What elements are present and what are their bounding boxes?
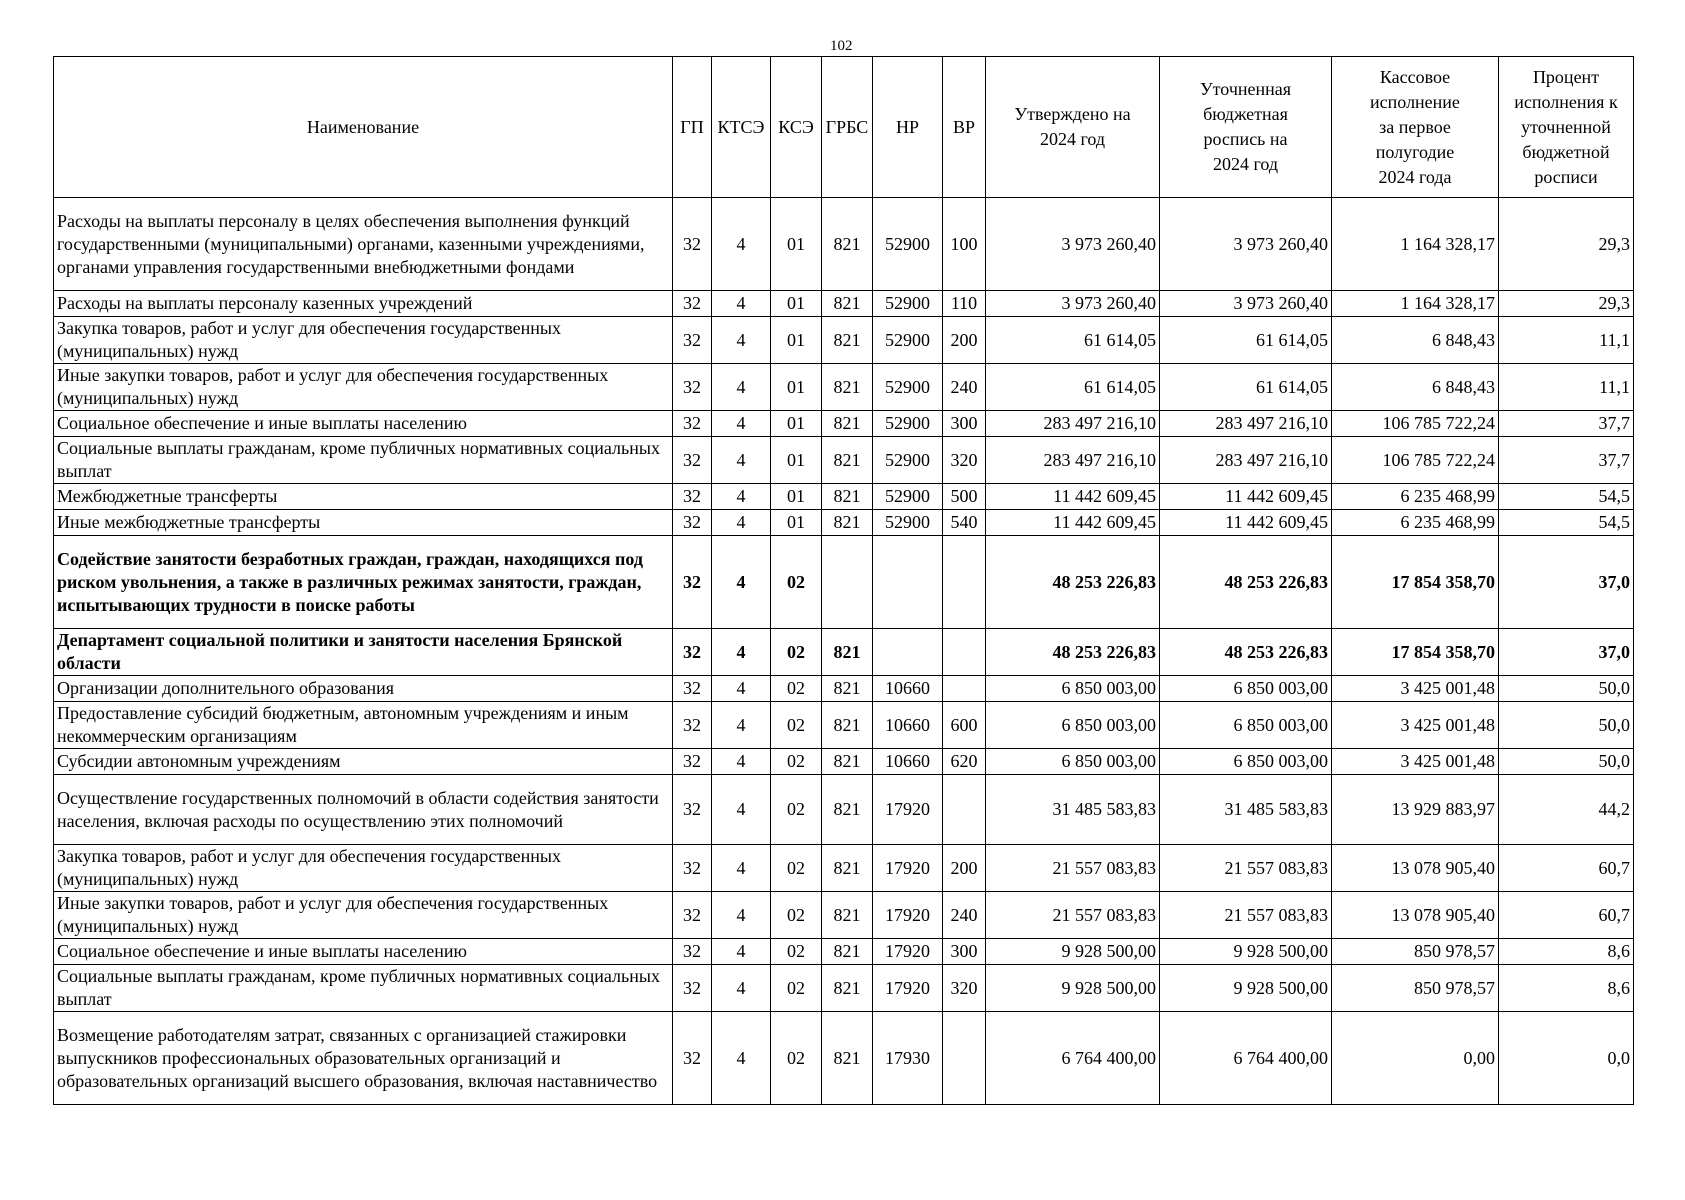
- row-vr: 620: [943, 749, 986, 775]
- row-ktse: 4: [712, 676, 771, 702]
- row-ktse: 4: [712, 198, 771, 291]
- row-approved: 6 850 003,00: [986, 749, 1160, 775]
- row-approved: 9 928 500,00: [986, 965, 1160, 1012]
- row-name: Иные закупки товаров, работ и услуг для обеспечения государственных (муниципальных) нужд: [54, 364, 673, 411]
- budget-table: [53, 56, 1634, 1105]
- row-gp: 32: [673, 198, 712, 291]
- table-row: [54, 1012, 1634, 1105]
- row-refined: 6 850 003,00: [1160, 702, 1332, 749]
- table-row: [54, 939, 1634, 965]
- row-approved: 6 764 400,00: [986, 1012, 1160, 1105]
- row-vr: 200: [943, 317, 986, 364]
- table-row: [54, 629, 1634, 676]
- row-refined: 6 764 400,00: [1160, 1012, 1332, 1105]
- row-ktse: 4: [712, 317, 771, 364]
- row-ktse: 4: [712, 749, 771, 775]
- row-refined: 61 614,05: [1160, 317, 1332, 364]
- row-kse: 02: [771, 892, 822, 939]
- header-approved: Утверждено на 2024 год: [986, 57, 1160, 198]
- row-percent: 60,7: [1499, 892, 1634, 939]
- row-ktse: 4: [712, 536, 771, 629]
- table-row: [54, 965, 1634, 1012]
- row-executed: 1 164 328,17: [1332, 198, 1499, 291]
- row-vr: 320: [943, 965, 986, 1012]
- row-gp: 32: [673, 939, 712, 965]
- row-name: Субсидии автономным учреждениям: [54, 749, 673, 775]
- row-refined: 9 928 500,00: [1160, 939, 1332, 965]
- row-name: Закупка товаров, работ и услуг для обеспечения государственных (муниципальных) нужд: [54, 317, 673, 364]
- row-kse: 02: [771, 939, 822, 965]
- header-gp: ГП: [673, 57, 712, 198]
- row-kse: 02: [771, 845, 822, 892]
- header-refined: Уточненная бюджетная роспись на 2024 год: [1160, 57, 1332, 198]
- table-row: [54, 437, 1634, 484]
- row-grbs: 821: [822, 291, 873, 317]
- row-vr: 540: [943, 510, 986, 536]
- row-approved: 21 557 083,83: [986, 845, 1160, 892]
- row-percent: 50,0: [1499, 702, 1634, 749]
- table-row: [54, 536, 1634, 629]
- row-executed: 6 848,43: [1332, 317, 1499, 364]
- row-ktse: 4: [712, 629, 771, 676]
- row-approved: 11 442 609,45: [986, 510, 1160, 536]
- row-kse: 01: [771, 317, 822, 364]
- row-gp: 32: [673, 484, 712, 510]
- row-nr: 17920: [873, 939, 943, 965]
- row-kse: 02: [771, 536, 822, 629]
- row-gp: 32: [673, 317, 712, 364]
- row-percent: 50,0: [1499, 676, 1634, 702]
- table-row: [54, 198, 1634, 291]
- row-percent: 37,7: [1499, 437, 1634, 484]
- page-number: 102: [830, 38, 853, 54]
- row-percent: 8,6: [1499, 965, 1634, 1012]
- row-name: Расходы на выплаты персоналу казенных учреждений: [54, 291, 673, 317]
- row-ktse: 4: [712, 411, 771, 437]
- row-refined: 21 557 083,83: [1160, 845, 1332, 892]
- row-kse: 02: [771, 749, 822, 775]
- row-grbs: 821: [822, 702, 873, 749]
- row-percent: 54,5: [1499, 510, 1634, 536]
- row-executed: 1 164 328,17: [1332, 291, 1499, 317]
- row-name: Социальные выплаты гражданам, кроме публичных нормативных социальных выплат: [54, 437, 673, 484]
- row-vr: [943, 1012, 986, 1105]
- row-grbs: 821: [822, 198, 873, 291]
- row-refined: 48 253 226,83: [1160, 629, 1332, 676]
- row-refined: 3 973 260,40: [1160, 291, 1332, 317]
- row-ktse: 4: [712, 364, 771, 411]
- row-executed: 17 854 358,70: [1332, 536, 1499, 629]
- row-percent: 11,1: [1499, 364, 1634, 411]
- row-grbs: 821: [822, 676, 873, 702]
- header-vr: ВР: [943, 57, 986, 198]
- row-executed: 17 854 358,70: [1332, 629, 1499, 676]
- header-kse: КСЭ: [771, 57, 822, 198]
- row-nr: 17930: [873, 1012, 943, 1105]
- header-ktse: КТСЭ: [712, 57, 771, 198]
- table-row: [54, 291, 1634, 317]
- row-executed: 106 785 722,24: [1332, 411, 1499, 437]
- row-gp: 32: [673, 510, 712, 536]
- row-grbs: 821: [822, 437, 873, 484]
- row-nr: 10660: [873, 702, 943, 749]
- row-kse: 02: [771, 965, 822, 1012]
- row-kse: 02: [771, 1012, 822, 1105]
- row-grbs: 821: [822, 317, 873, 364]
- header-executed: Кассовое исполнение за первое полугодие 2024 года: [1332, 57, 1499, 198]
- row-refined: 48 253 226,83: [1160, 536, 1332, 629]
- row-name: Закупка товаров, работ и услуг для обеспечения государственных (муниципальных) нужд: [54, 845, 673, 892]
- row-vr: 320: [943, 437, 986, 484]
- row-vr: 100: [943, 198, 986, 291]
- row-refined: 61 614,05: [1160, 364, 1332, 411]
- row-percent: 11,1: [1499, 317, 1634, 364]
- row-grbs: 821: [822, 1012, 873, 1105]
- row-percent: 60,7: [1499, 845, 1634, 892]
- row-kse: 01: [771, 291, 822, 317]
- header-row: [54, 57, 1634, 198]
- table-row: [54, 364, 1634, 411]
- row-vr: 600: [943, 702, 986, 749]
- row-name: Возмещение работодателям затрат, связанных с организацией стажировки выпускников профессиональных образовательных организаций и образовательных организаций высшего образования, включая наставничество: [54, 1012, 673, 1105]
- row-refined: 3 973 260,40: [1160, 198, 1332, 291]
- row-ktse: 4: [712, 845, 771, 892]
- row-refined: 21 557 083,83: [1160, 892, 1332, 939]
- row-executed: 6 235 468,99: [1332, 484, 1499, 510]
- row-grbs: 821: [822, 965, 873, 1012]
- row-refined: 9 928 500,00: [1160, 965, 1332, 1012]
- table-row: [54, 845, 1634, 892]
- row-kse: 02: [771, 629, 822, 676]
- table-row: [54, 411, 1634, 437]
- row-executed: 13 929 883,97: [1332, 775, 1499, 845]
- row-name: Содействие занятости безработных граждан, граждан, находящихся под риском увольнения, а также в различных режимах занятости, граждан, испытывающих трудности в поиске работы: [54, 536, 673, 629]
- row-name: Социальное обеспечение и иные выплаты населению: [54, 939, 673, 965]
- row-kse: 02: [771, 676, 822, 702]
- row-refined: 31 485 583,83: [1160, 775, 1332, 845]
- row-ktse: 4: [712, 484, 771, 510]
- row-ktse: 4: [712, 437, 771, 484]
- row-gp: 32: [673, 364, 712, 411]
- table-row: [54, 317, 1634, 364]
- row-name: Иные межбюджетные трансферты: [54, 510, 673, 536]
- row-percent: 8,6: [1499, 939, 1634, 965]
- row-vr: 500: [943, 484, 986, 510]
- table-row: [54, 702, 1634, 749]
- row-nr: 52900: [873, 411, 943, 437]
- row-name: Межбюджетные трансферты: [54, 484, 673, 510]
- row-vr: 200: [943, 845, 986, 892]
- row-executed: 6 235 468,99: [1332, 510, 1499, 536]
- row-gp: 32: [673, 536, 712, 629]
- row-vr: 300: [943, 939, 986, 965]
- row-executed: 850 978,57: [1332, 939, 1499, 965]
- row-nr: 52900: [873, 364, 943, 411]
- row-gp: 32: [673, 676, 712, 702]
- row-vr: 240: [943, 892, 986, 939]
- row-executed: 13 078 905,40: [1332, 845, 1499, 892]
- row-name: Расходы на выплаты персоналу в целях обеспечения выполнения функций государственными (муниципальными) органами, казенными учреждениями, органами управления государственными внебюджетными фондами: [54, 198, 673, 291]
- row-percent: 37,0: [1499, 536, 1634, 629]
- row-ktse: 4: [712, 510, 771, 536]
- row-approved: 21 557 083,83: [986, 892, 1160, 939]
- row-executed: 0,00: [1332, 1012, 1499, 1105]
- table-row: [54, 510, 1634, 536]
- row-nr: 52900: [873, 291, 943, 317]
- row-executed: 13 078 905,40: [1332, 892, 1499, 939]
- row-gp: 32: [673, 845, 712, 892]
- row-nr: 52900: [873, 510, 943, 536]
- row-name: Осуществление государственных полномочий в области содействия занятости населения, включая расходы по осуществлению этих полномочий: [54, 775, 673, 845]
- row-grbs: 821: [822, 364, 873, 411]
- row-vr: [943, 629, 986, 676]
- header-percent: Процент исполнения к уточненной бюджетной росписи: [1499, 57, 1634, 198]
- row-gp: 32: [673, 291, 712, 317]
- row-nr: 17920: [873, 965, 943, 1012]
- row-approved: 9 928 500,00: [986, 939, 1160, 965]
- row-vr: 240: [943, 364, 986, 411]
- row-grbs: 821: [822, 939, 873, 965]
- row-ktse: 4: [712, 702, 771, 749]
- row-vr: 300: [943, 411, 986, 437]
- row-vr: [943, 775, 986, 845]
- row-percent: 44,2: [1499, 775, 1634, 845]
- row-approved: 61 614,05: [986, 317, 1160, 364]
- row-gp: 32: [673, 775, 712, 845]
- row-refined: 11 442 609,45: [1160, 510, 1332, 536]
- row-percent: 54,5: [1499, 484, 1634, 510]
- row-ktse: 4: [712, 965, 771, 1012]
- row-executed: 850 978,57: [1332, 965, 1499, 1012]
- row-percent: 29,3: [1499, 198, 1634, 291]
- row-vr: [943, 676, 986, 702]
- row-refined: 6 850 003,00: [1160, 749, 1332, 775]
- row-ktse: 4: [712, 939, 771, 965]
- row-percent: 50,0: [1499, 749, 1634, 775]
- row-approved: 6 850 003,00: [986, 702, 1160, 749]
- row-approved: 31 485 583,83: [986, 775, 1160, 845]
- row-executed: 6 848,43: [1332, 364, 1499, 411]
- row-kse: 01: [771, 437, 822, 484]
- row-ktse: 4: [712, 291, 771, 317]
- row-refined: 6 850 003,00: [1160, 676, 1332, 702]
- row-gp: 32: [673, 892, 712, 939]
- table-row: [54, 775, 1634, 845]
- header-name: Наименование: [54, 57, 673, 198]
- row-name: Социальное обеспечение и иные выплаты населению: [54, 411, 673, 437]
- row-approved: 48 253 226,83: [986, 629, 1160, 676]
- row-name: Предоставление субсидий бюджетным, автономным учреждениям и иным некоммерческим организациям: [54, 702, 673, 749]
- row-grbs: [822, 536, 873, 629]
- row-percent: 29,3: [1499, 291, 1634, 317]
- row-grbs: 821: [822, 510, 873, 536]
- row-nr: 17920: [873, 845, 943, 892]
- row-nr: 52900: [873, 317, 943, 364]
- row-gp: 32: [673, 1012, 712, 1105]
- table-row: [54, 484, 1634, 510]
- row-gp: 32: [673, 437, 712, 484]
- row-ktse: 4: [712, 775, 771, 845]
- row-ktse: 4: [712, 1012, 771, 1105]
- header-grbs: ГРБС: [822, 57, 873, 198]
- row-grbs: 821: [822, 484, 873, 510]
- table-row: [54, 892, 1634, 939]
- header-nr: НР: [873, 57, 943, 198]
- row-executed: 106 785 722,24: [1332, 437, 1499, 484]
- row-gp: 32: [673, 629, 712, 676]
- row-vr: [943, 536, 986, 629]
- row-refined: 283 497 216,10: [1160, 411, 1332, 437]
- row-nr: 17920: [873, 892, 943, 939]
- row-approved: 61 614,05: [986, 364, 1160, 411]
- row-nr: 52900: [873, 484, 943, 510]
- row-nr: 10660: [873, 749, 943, 775]
- row-approved: 11 442 609,45: [986, 484, 1160, 510]
- row-nr: 52900: [873, 437, 943, 484]
- row-approved: 6 850 003,00: [986, 676, 1160, 702]
- row-kse: 01: [771, 411, 822, 437]
- row-name: Социальные выплаты гражданам, кроме публичных нормативных социальных выплат: [54, 965, 673, 1012]
- row-kse: 01: [771, 198, 822, 291]
- row-kse: 02: [771, 702, 822, 749]
- row-grbs: 821: [822, 411, 873, 437]
- row-nr: 52900: [873, 198, 943, 291]
- row-approved: 48 253 226,83: [986, 536, 1160, 629]
- row-grbs: 821: [822, 892, 873, 939]
- row-percent: 0,0: [1499, 1012, 1634, 1105]
- row-kse: 01: [771, 364, 822, 411]
- row-executed: 3 425 001,48: [1332, 676, 1499, 702]
- row-approved: 3 973 260,40: [986, 291, 1160, 317]
- row-gp: 32: [673, 702, 712, 749]
- row-refined: 283 497 216,10: [1160, 437, 1332, 484]
- row-grbs: 821: [822, 775, 873, 845]
- row-name: Департамент социальной политики и занятости населения Брянской области: [54, 629, 673, 676]
- row-kse: 02: [771, 775, 822, 845]
- row-name: Организации дополнительного образования: [54, 676, 673, 702]
- row-nr: [873, 536, 943, 629]
- row-kse: 01: [771, 510, 822, 536]
- row-percent: 37,7: [1499, 411, 1634, 437]
- row-refined: 11 442 609,45: [1160, 484, 1332, 510]
- row-grbs: 821: [822, 629, 873, 676]
- row-gp: 32: [673, 965, 712, 1012]
- row-approved: 283 497 216,10: [986, 437, 1160, 484]
- row-ktse: 4: [712, 892, 771, 939]
- row-approved: 3 973 260,40: [986, 198, 1160, 291]
- row-approved: 283 497 216,10: [986, 411, 1160, 437]
- table-row: [54, 676, 1634, 702]
- row-kse: 01: [771, 484, 822, 510]
- row-executed: 3 425 001,48: [1332, 702, 1499, 749]
- row-grbs: 821: [822, 749, 873, 775]
- row-gp: 32: [673, 411, 712, 437]
- row-percent: 37,0: [1499, 629, 1634, 676]
- row-name: Иные закупки товаров, работ и услуг для обеспечения государственных (муниципальных) нужд: [54, 892, 673, 939]
- row-gp: 32: [673, 749, 712, 775]
- row-nr: 10660: [873, 676, 943, 702]
- row-nr: 17920: [873, 775, 943, 845]
- row-vr: 110: [943, 291, 986, 317]
- row-executed: 3 425 001,48: [1332, 749, 1499, 775]
- table-row: [54, 749, 1634, 775]
- row-nr: [873, 629, 943, 676]
- row-grbs: 821: [822, 845, 873, 892]
